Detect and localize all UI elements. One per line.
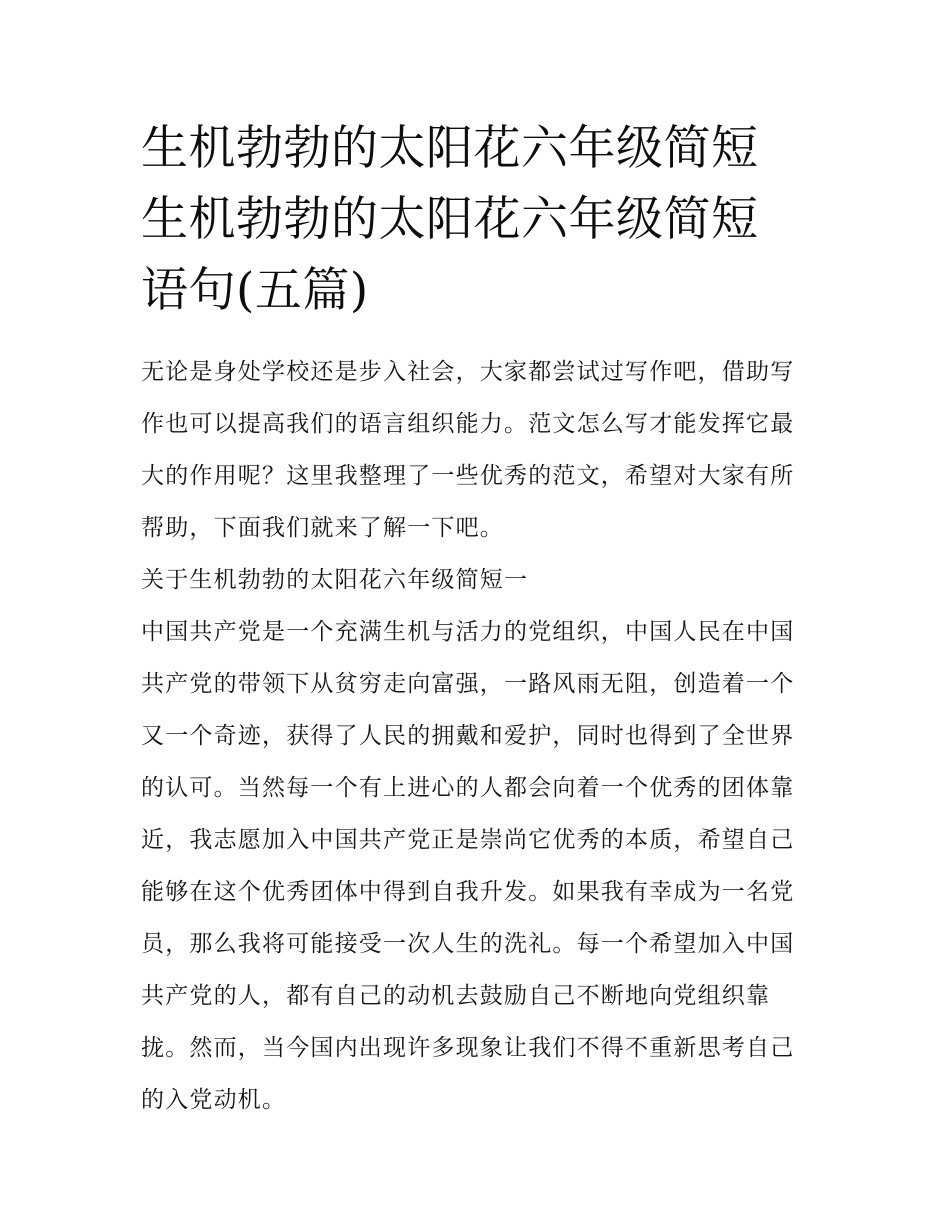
intro-line: 无论是身处学校还是步入社会，大家都尝试过写作吧，借助写 (141, 359, 795, 385)
title-line: 语句(五篇) (141, 263, 369, 318)
title-line: 生机勃勃的太阳花六年级简短 (141, 121, 759, 176)
section-line: 共产党的带领下从贫穷走向富强，一路风雨无阻，创造着一个 (141, 671, 795, 697)
section-line: 的认可。当然每一个有上进心的人都会向着一个优秀的团体靠 (141, 775, 795, 801)
intro-line: 帮助，下面我们就来了解一下吧。 (141, 515, 504, 541)
section-line: 拢。然而，当今国内出现许多现象让我们不得不重新思考自己 (141, 1035, 795, 1061)
section-line: 中国共产党是一个充满生机与活力的党组织，中国人民在中国 (141, 619, 795, 645)
intro-line: 作也可以提高我们的语言组织能力。范文怎么写才能发挥它最 (141, 411, 795, 437)
intro-line: 大的作用呢？这里我整理了一些优秀的范文，希望对大家有所 (141, 463, 795, 489)
page-title (141, 113, 816, 326)
document-content (141, 113, 816, 1126)
section-line: 能够在这个优秀团体中得到自我升发。如果我有幸成为一名党 (141, 879, 795, 905)
document-body (141, 346, 816, 1126)
section-line: 员，那么我将可能接受一次人生的洗礼。每一个希望加入中国 (141, 931, 795, 957)
title-line: 生机勃勃的太阳花六年级简短 (141, 192, 759, 247)
section-heading: 关于生机勃勃的太阳花六年级简短一 (141, 567, 529, 593)
section-line: 近，我志愿加入中国共产党正是崇尚它优秀的本质，希望自己 (141, 827, 795, 853)
section-line: 又一个奇迹，获得了人民的拥戴和爱护，同时也得到了全世界 (141, 723, 795, 749)
section-line: 的入党动机。 (141, 1087, 287, 1113)
section-line: 共产党的人，都有自己的动机去鼓励自己不断地向党组织靠 (141, 983, 771, 1009)
